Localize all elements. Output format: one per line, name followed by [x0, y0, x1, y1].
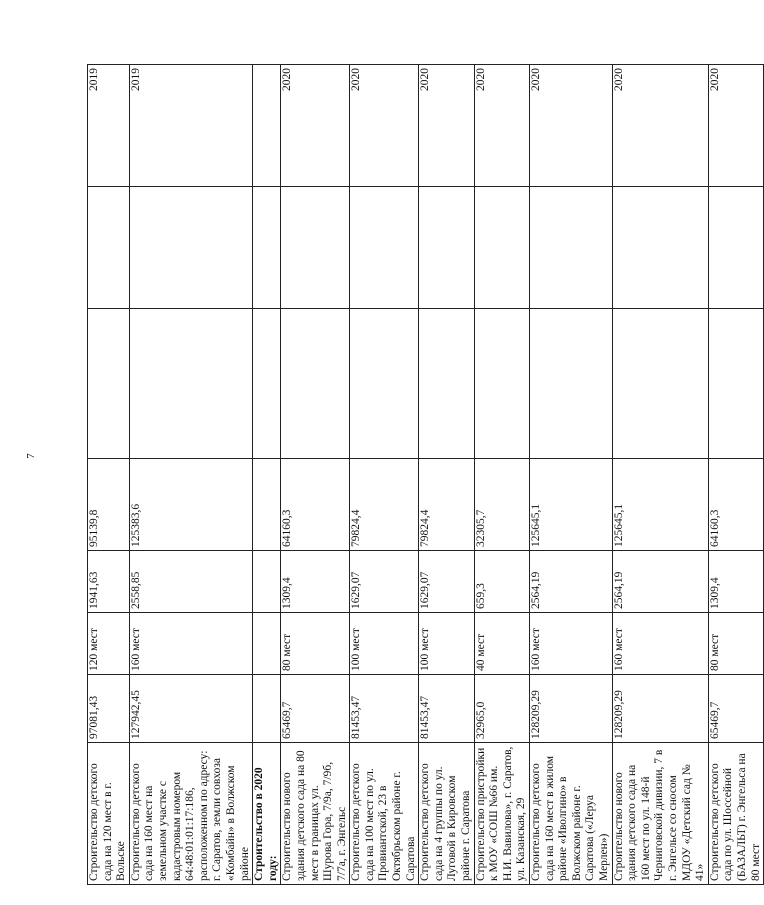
cell-c5	[281, 309, 350, 459]
cell-c5	[88, 309, 130, 459]
table-row	[88, 65, 130, 885]
cell-name: Строительство детского сада на 160 мест в жилом районе «Иволгино» в Волжском районе г. Саратова («Леруа Мерлен»)	[530, 743, 613, 885]
cell-c2: 160 мест	[530, 613, 613, 675]
cell-c1: 32965,0	[474, 675, 529, 743]
cell-c3: 1941,63	[88, 551, 130, 613]
cell-c3: 1629,07	[419, 551, 474, 613]
cell-c2: 80 мест	[281, 613, 350, 675]
cell-c2: 120 мест	[88, 613, 130, 675]
cell-year: 2020	[474, 65, 529, 187]
cell-year: 2020	[350, 65, 419, 187]
cell-name: Строительство нового здания детского сада на 160 мест по ул. 148-й Черниговской дивизии, 7 в г. Энгельсе со сносом МДОУ «Детский сад № 41»	[612, 743, 708, 885]
cell-c3	[253, 551, 281, 613]
cell-c2: 80 мест	[708, 613, 763, 675]
cell-year: 2020	[530, 65, 613, 187]
cell-name: Строительство детского сада на 160 мест на земельном участке с кадастровым номером 64:48:01:01:17:186, расположенном по адресу: г. Саратов, земли совхоза «Комбайн» в Волжском районе	[129, 743, 252, 885]
cell-c3: 659,3	[474, 551, 529, 613]
cell-c1: 65469,7	[708, 675, 763, 743]
table-row	[419, 65, 474, 885]
cell-c5	[419, 309, 474, 459]
cell-c3: 1629,07	[350, 551, 419, 613]
cell-c3: 1309,4	[708, 551, 763, 613]
table-row	[530, 65, 613, 885]
cell-name: Строительство пристройки к МОУ «СОШ №66 им. Н.И. Вавилова», г. Саратов, ул. Казанская, 29	[474, 743, 529, 885]
table-row	[129, 65, 252, 885]
cell-c4: 79824,4	[350, 459, 419, 551]
cell-c4: 32305,7	[474, 459, 529, 551]
cell-year: 2020	[419, 65, 474, 187]
cell-c6	[281, 187, 350, 309]
rotated-table-frame	[87, 65, 762, 885]
rotated-table-inner	[87, 65, 762, 885]
cell-c1: 128209,29	[530, 675, 613, 743]
cell-c1: 81453,47	[350, 675, 419, 743]
cell-c5	[474, 309, 529, 459]
page-number: 7	[24, 453, 37, 459]
cell-c1: 65469,7	[281, 675, 350, 743]
construction-table	[87, 64, 764, 885]
cell-c2	[253, 613, 281, 675]
cell-c5	[530, 309, 613, 459]
cell-c5	[129, 309, 252, 459]
cell-c3: 2564,19	[612, 551, 708, 613]
cell-c5	[612, 309, 708, 459]
cell-year: 2019	[129, 65, 252, 187]
cell-name: Строительство детского сада по ул. Шоссейной (БАЗАЛЬТ) г. Энгельса на 80 мест	[708, 743, 763, 885]
cell-year: 2019	[88, 65, 130, 187]
cell-c6	[253, 187, 281, 309]
cell-c5	[253, 309, 281, 459]
cell-year: 2020	[281, 65, 350, 187]
cell-name: Строительство в 2020 году:	[253, 743, 281, 885]
cell-c4: 125645,1	[530, 459, 613, 551]
cell-c1	[253, 675, 281, 743]
cell-c6	[530, 187, 613, 309]
cell-c5	[708, 309, 763, 459]
cell-c3: 2558,85	[129, 551, 252, 613]
cell-c2: 160 мест	[129, 613, 252, 675]
cell-c5	[350, 309, 419, 459]
cell-c4: 64160,3	[708, 459, 763, 551]
cell-c6	[88, 187, 130, 309]
cell-c3: 1309,4	[281, 551, 350, 613]
cell-c2: 160 мест	[612, 613, 708, 675]
cell-c2: 40 мест	[474, 613, 529, 675]
cell-c4	[253, 459, 281, 551]
cell-year: 2020	[612, 65, 708, 187]
cell-c1: 97081,43	[88, 675, 130, 743]
table-row	[350, 65, 419, 885]
cell-c6	[129, 187, 252, 309]
cell-c2: 100 мест	[419, 613, 474, 675]
table-row	[612, 65, 708, 885]
cell-name: Строительство детского сада на 4 группы по ул. Луговой в Кировском районе г. Саратова	[419, 743, 474, 885]
cell-c1: 128209,29	[612, 675, 708, 743]
cell-c6	[474, 187, 529, 309]
cell-c4: 125645,1	[612, 459, 708, 551]
table-row	[708, 65, 763, 885]
cell-c2: 100 мест	[350, 613, 419, 675]
cell-c1: 127942,45	[129, 675, 252, 743]
section-row	[253, 65, 281, 885]
cell-c6	[612, 187, 708, 309]
cell-name: Строительство нового здания детского сада на 80 мест в границах ул. Шурова Гора, 7/9а, 7/9б, 7/7а, г. Энгельс	[281, 743, 350, 885]
cell-c3: 2564,19	[530, 551, 613, 613]
cell-c6	[350, 187, 419, 309]
cell-name: Строительство детского сада на 120 мест в г. Вольске	[88, 743, 130, 885]
cell-c6	[419, 187, 474, 309]
cell-name: Строительство детского сада на 100 мест по ул. Провиантской, 23 в Октябрьском районе г. Саратова	[350, 743, 419, 885]
cell-year: 2020	[708, 65, 763, 187]
table-row	[474, 65, 529, 885]
cell-c4: 125383,6	[129, 459, 252, 551]
cell-c4: 95139,8	[88, 459, 130, 551]
cell-c6	[708, 187, 763, 309]
cell-c4: 79824,4	[419, 459, 474, 551]
table-row	[281, 65, 350, 885]
cell-year	[253, 65, 281, 187]
cell-c4: 64160,3	[281, 459, 350, 551]
cell-c1: 81453,47	[419, 675, 474, 743]
